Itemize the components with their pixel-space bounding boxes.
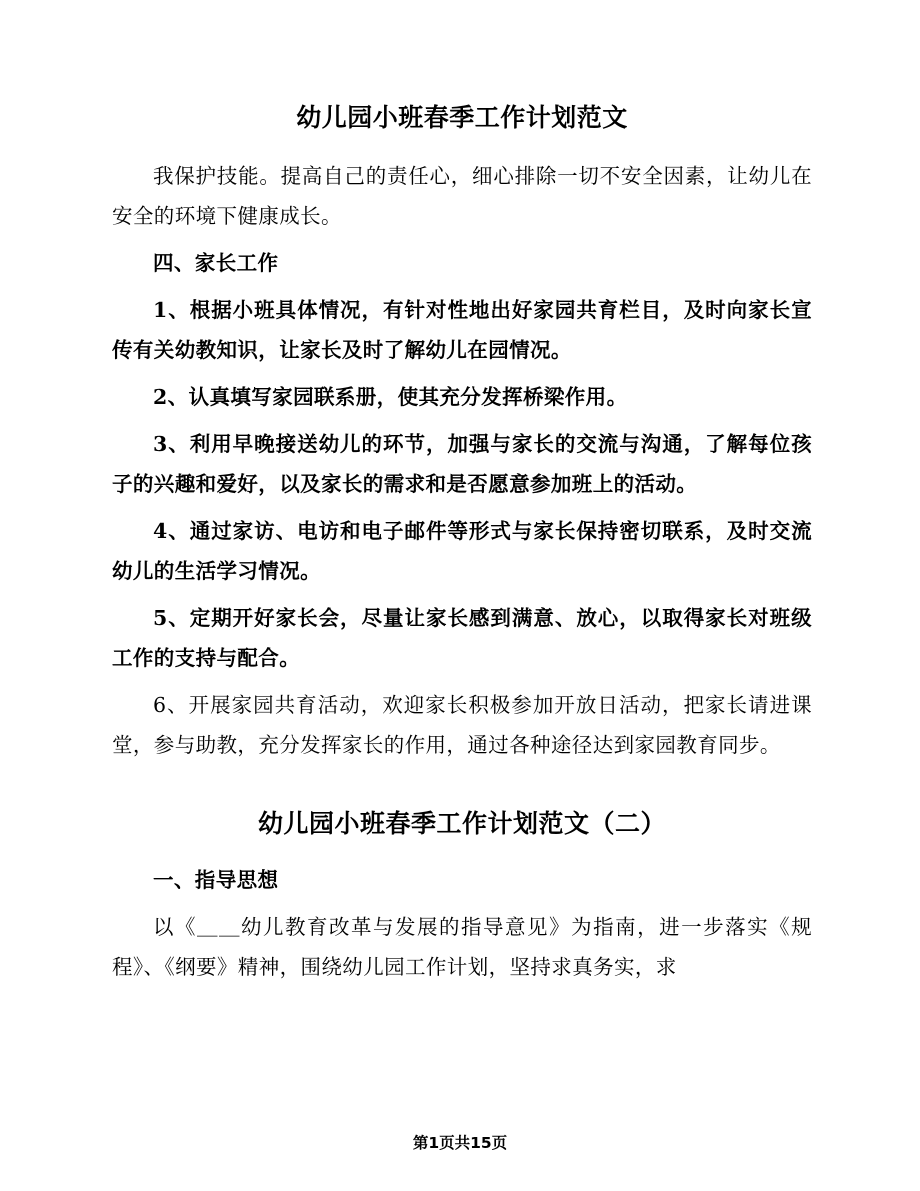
paragraph: 1、根据小班具体情况，有针对性地出好家园共育栏目，及时向家长宣传有关幼教知识，让家长及时了解幼儿在园情况。 xyxy=(112,297,812,362)
paragraph: 2、认真填写家园联系册，使其充分发挥桥梁作用。 xyxy=(153,384,628,409)
paragraph: 以《＿＿幼儿教育改革与发展的指导意见》为指南，进一步落实《规程》、《纲要》精神，围绕幼儿园工作计划，坚持求真务实，求 xyxy=(112,914,812,979)
page-title: 幼儿园小班春季工作计划范文 xyxy=(296,103,628,132)
page-title-second: 幼儿园小班春季工作计划范文（二） xyxy=(257,808,666,838)
paragraph: 4、通过家访、电访和电子邮件等形式与家长保持密切联系，及时交流幼儿的生活学习情况。 xyxy=(112,518,812,583)
section-heading: 四、家长工作 xyxy=(153,250,279,275)
page-footer: 第1页共15页 xyxy=(412,1134,508,1152)
paragraph: 5、定期开好家长会，尽量让家长感到满意、放心，以取得家长对班级工作的支持与配合。 xyxy=(112,605,812,670)
section-heading: 一、指导思想 xyxy=(153,867,279,892)
document-body xyxy=(112,100,812,994)
paragraph: 我保护技能。提高自己的责任心，细心排除一切不安全因素，让幼儿在安全的环境下健康成长。 xyxy=(112,164,812,228)
paragraph: 3、利用早晚接送幼儿的环节，加强与家长的交流与沟通，了解每位孩子的兴趣和爱好，以及家长的需求和是否愿意参加班上的活动。 xyxy=(112,431,812,496)
paragraph: 6、开展家园共育活动，欢迎家长积极参加开放日活动，把家长请进课堂，参与助教，充分发挥家长的作用，通过各种途径达到家园教育同步。 xyxy=(112,692,812,757)
